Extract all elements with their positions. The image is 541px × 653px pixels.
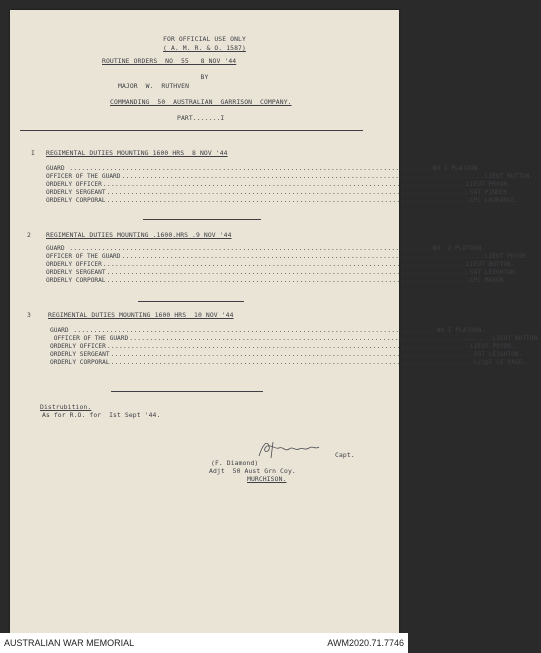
duty-assignee: LIEUT BUTTON. [484, 173, 534, 180]
duty-assignee: L/cpl LE PAGE. [473, 359, 527, 366]
official-use-label: FOR OFFICIAL USE ONLY [163, 35, 246, 43]
duty-row [46, 245, 485, 252]
duty-label: ORDERLY SERGEANT [46, 189, 106, 196]
duty-assignee: NO 2 PLATOON. [432, 245, 485, 252]
dot-leader: .......................................................................................... [106, 277, 469, 284]
distribution-text: As for R.O. for Ist Sept '44. [42, 411, 161, 419]
dot-leader: .......................................................................................... [106, 197, 469, 204]
section-divider [143, 219, 261, 220]
duty-label: GUARD [46, 245, 69, 252]
signatory-name: (F. Diamond) [211, 459, 259, 467]
duty-row [46, 269, 519, 276]
duty-row [50, 359, 527, 366]
duty-assignee: SGT PINDER. [469, 189, 511, 196]
duty-assignee: LIEUT PRYOR. [470, 343, 515, 350]
command-title: COMMANDING 50 AUSTRALIAN GARRISON COMPANY. [110, 98, 292, 106]
duty-label: ORDERLY CORPORAL [46, 197, 106, 204]
dot-leader: .......................................................................................... [73, 327, 436, 334]
duty-assignee: SGT LEIGHTON. [469, 269, 519, 276]
section-divider [111, 391, 263, 392]
dot-leader: .......................................................................................... [110, 359, 473, 366]
dot-leader: .......................................................................................... [69, 165, 432, 172]
duty-assignee: NO I PLATOON. [432, 165, 482, 172]
document-page [10, 10, 541, 633]
dot-leader: .......................................................................................... [129, 335, 492, 342]
dot-leader: .......................................................................................... [102, 181, 466, 188]
duty-row [50, 343, 515, 350]
handwritten-signature [253, 438, 327, 460]
duty-assignee: LIEUT BUTTON. [492, 335, 541, 342]
duty-row [46, 165, 482, 172]
duty-assignee: LIEUT PRYOR. [466, 181, 511, 188]
duty-label: ORDERLY OFFICER [46, 181, 102, 188]
duty-label: OFFICER OF THE GUARD [46, 253, 121, 260]
duty-assignee: SGT LEIGHTON. [473, 351, 523, 358]
duty-assignee: LIEUT PRYOR. [484, 253, 530, 260]
dot-leader: .......................................................................................... [106, 189, 469, 196]
part-label: PART.......I [177, 114, 225, 122]
footer-accession-number: AWM2020.71.7746 [327, 638, 404, 648]
section-divider [138, 301, 244, 302]
duty-row [50, 327, 486, 334]
by-label: BY [200, 73, 209, 81]
section-number: 3 [27, 311, 31, 319]
archive-footer [0, 633, 408, 653]
dot-leader: .......................................................................................... [106, 269, 469, 276]
signatory-location: MURCHISON. [247, 475, 287, 483]
section-heading: REGIMENTAL DUTIES MOUNTING 1600 HRS 8 NOV '44 [46, 149, 228, 157]
section-heading: REGIMENTAL DUTIES MOUNTING .1600.HRS .9 NOV '44 [46, 231, 232, 239]
duty-label: ORDERLY OFFICER [46, 261, 102, 268]
duty-assignee: CPL LAURANCE. [469, 197, 519, 204]
duty-assignee: CPL MASON. [469, 277, 508, 284]
dot-leader: .......................................................................................... [121, 173, 484, 180]
dot-leader: .......................................................................................... [106, 343, 470, 350]
section-heading: REGIMENTAL DUTIES MOUNTING 1600 HRS 10 NOV '44 [48, 311, 234, 319]
duty-label: ORDERLY CORPORAL [50, 359, 110, 366]
duty-row [46, 181, 511, 188]
duty-row [46, 189, 511, 196]
duty-label: GUARD [46, 165, 69, 172]
rank-label: Capt. [335, 451, 355, 459]
header-rule [20, 130, 363, 131]
duty-row [46, 173, 534, 180]
duty-row [46, 261, 515, 268]
duty-row [46, 277, 508, 284]
distribution-heading: Distrubition. [40, 403, 92, 411]
duty-label: OFFICER OF THE GUARD [46, 173, 121, 180]
duty-label: ORDERLY CORPORAL [46, 277, 106, 284]
dot-leader: .......................................................................................... [121, 253, 484, 260]
dot-leader: .......................................................................................... [110, 351, 473, 358]
duty-label: ORDERLY SERGEANT [46, 269, 106, 276]
dot-leader: .......................................................................................... [69, 245, 432, 252]
routine-orders-title: ROUTINE ORDERS NO 55 8 NOV '44 [102, 57, 237, 65]
form-reference: ( A. M. R. & O. 1587) [163, 44, 246, 52]
duty-label: OFFICER OF THE GUARD [50, 335, 129, 342]
footer-institution: AUSTRALIAN WAR MEMORIAL [4, 638, 135, 648]
dot-leader: .......................................................................................... [102, 261, 466, 268]
duty-row [50, 351, 523, 358]
duty-row [46, 253, 530, 260]
duty-label: ORDERLY SERGEANT [50, 351, 110, 358]
duty-label: ORDERLY OFFICER [50, 343, 106, 350]
signatory-position: Adjt 50 Aust Grn Coy. [209, 467, 296, 475]
duty-assignee: LIEUT BUTTON. [466, 261, 515, 268]
duty-label: GUARD [50, 327, 73, 334]
section-number: 2 [27, 231, 31, 239]
duty-row [46, 197, 519, 204]
officer-name: MAJOR W. RUTHVEN [118, 82, 190, 90]
section-number: I [31, 149, 35, 157]
duty-assignee: NO I PLATOON. [436, 327, 486, 334]
duty-row [50, 335, 541, 342]
